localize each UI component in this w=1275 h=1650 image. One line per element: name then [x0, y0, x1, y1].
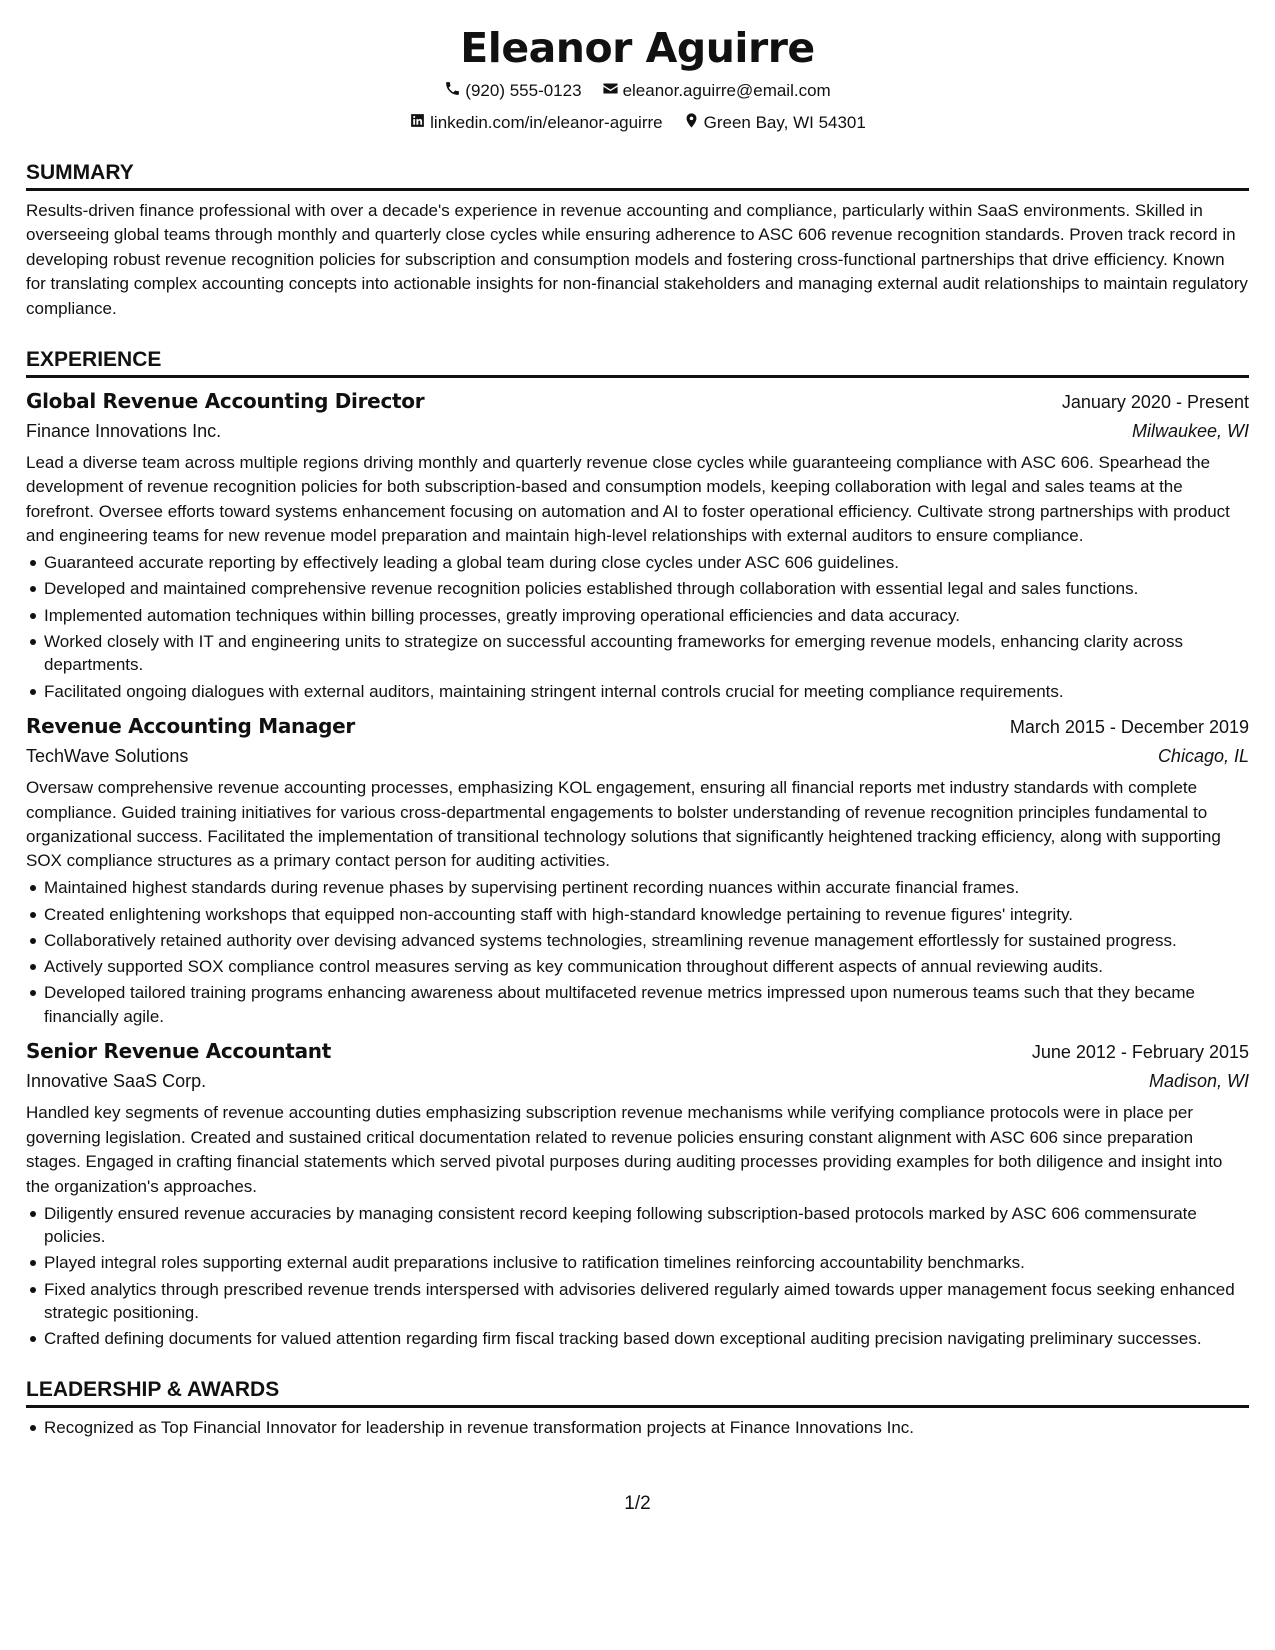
phone-contact — [444, 80, 581, 102]
candidate-name: Eleanor Aguirre — [460, 24, 815, 72]
phone-icon — [444, 80, 465, 102]
job-location: Madison, WI — [1148, 1071, 1249, 1092]
page-number: 1/2 — [624, 1493, 651, 1514]
email-address[interactable]: eleanor.aguirre@email.com — [622, 81, 831, 100]
resume-page — [26, 22, 1249, 1440]
list-item: Played integral roles supporting external audit preparations inclusive to ratification timelines reinforcing accountability benchmarks. — [44, 1251, 1249, 1275]
list-item: Crafted defining documents for valued attention regarding firm fiscal tracking based down exceptional auditing precision navigating preliminary successes. — [44, 1327, 1249, 1351]
job-bullets — [26, 1202, 1249, 1351]
list-item: Created enlightening workshops that equipped non-accounting staff with high-standard knowledge pertaining to revenue figures' integrity. — [44, 903, 1249, 927]
job-dates: March 2015 - December 2019 — [1009, 717, 1249, 738]
company-name: TechWave Solutions — [26, 746, 189, 767]
summary-text: Results-driven finance professional with over a decade's experience in revenue accounting and compliance, particularly within SaaS environments. Skilled in overseeing global teams through monthly and quarterly close cycles while ensuring adherence to ASC 606 revenue recognition standards. Proven track record in developing robust revenue recognition policies for subscription and consumption models and fostering cross-functional partnerships that drive efficiency. Known for translating complex accounting concepts into actionable insights for non-financial stakeholders and managing external audit relationships to maintain regulatory compliance. — [26, 201, 1248, 318]
experience-heading: EXPERIENCE — [26, 347, 1249, 378]
list-item: Collaboratively retained authority over devising advanced systems technologies, streamlining revenue management effortlessly for sustained progress. — [44, 929, 1249, 953]
list-item: Guaranteed accurate reporting by effectively leading a global team during close cycles under ASC 606 guidelines. — [44, 551, 1249, 575]
list-item: Maintained highest standards during revenue phases by supervising pertinent recording nuances within accurate financial frames. — [44, 876, 1249, 900]
list-item: Facilitated ongoing dialogues with external auditors, maintaining stringent internal controls crucial for meeting compliance requirements. — [44, 680, 1249, 704]
job-title: Global Revenue Accounting Director — [26, 389, 425, 414]
contact-row-secondary — [26, 112, 1249, 134]
list-item: Worked closely with IT and engineering units to strategize on successful accounting frameworks for emerging revenue models, enhancing clarity across departments. — [44, 630, 1249, 677]
list-item: Diligently ensured revenue accuracies by managing consistent record keeping following subscription-based protocols marked by ASC 606 commensurate policies. — [44, 1202, 1249, 1249]
summary-heading: SUMMARY — [26, 160, 1249, 191]
email-contact[interactable] — [602, 80, 831, 102]
list-item: Implemented automation techniques within billing processes, greatly improving operational efficiencies and data accuracy. — [44, 604, 1249, 628]
linkedin-url[interactable]: linkedin.com/in/eleanor-aguirre — [430, 113, 663, 132]
list-item: Recognized as Top Financial Innovator for leadership in revenue transformation projects at Finance Innovations Inc. — [44, 1416, 1249, 1440]
job-title: Senior Revenue Accountant — [26, 1039, 331, 1064]
leadership-heading: LEADERSHIP & AWARDS — [26, 1377, 1249, 1408]
job-dates: June 2012 - February 2015 — [1031, 1042, 1249, 1063]
linkedin-contact[interactable] — [409, 112, 662, 134]
envelope-icon — [602, 80, 623, 102]
job-description: Lead a diverse team across multiple regions driving monthly and quarterly revenue close cycles while guaranteeing compliance with ASC 606. Spearhead the development of revenue recognition policies for both subscription-based and consumption models, keeping collaboration with legal and sales teams at the forefront. Oversee efforts toward systems enhancement focusing on automation and AI to foster operational efficiency. Cultivate strong partnerships with product and engineering teams for new revenue model preparation and maintain high-level relationships with external auditors to ensure compliance. — [26, 453, 1230, 546]
job-bullets — [26, 876, 1249, 1028]
job-title: Revenue Accounting Manager — [26, 714, 355, 739]
job-bullets — [26, 551, 1249, 703]
list-item: Actively supported SOX compliance control measures serving as key communication throughout different aspects of annual reviewing audits. — [44, 955, 1249, 979]
map-pin-icon — [683, 112, 704, 134]
leadership-bullets — [26, 1416, 1249, 1440]
job-entry — [26, 711, 1249, 1028]
linkedin-icon — [409, 112, 430, 134]
contact-row-primary — [26, 80, 1249, 102]
phone-number: (920) 555-0123 — [465, 81, 582, 100]
job-dates: January 2020 - Present — [1061, 392, 1249, 413]
location-contact — [683, 112, 866, 134]
job-location: Chicago, IL — [1157, 746, 1249, 767]
list-item: Developed and maintained comprehensive revenue recognition policies established through collaboration with essential legal and sales functions. — [44, 577, 1249, 601]
company-name: Innovative SaaS Corp. — [26, 1071, 207, 1092]
job-description: Oversaw comprehensive revenue accounting processes, emphasizing KOL engagement, ensuring all financial reports met industry standards with complete compliance. Guided training initiatives for various cross-departmental engagements to bolster understanding of revenue recognition principles fundamental to organizational success. Facilitated the implementation of transitional technology solutions that significantly heightened tracking efficiency, along with supporting SOX compliance structures as a primary contact person for auditing activities. — [26, 778, 1221, 871]
list-item: Developed tailored training programs enhancing awareness about multifaceted revenue metrics impressed upon numerous teams such that they became financially agile. — [44, 981, 1249, 1028]
job-entry — [26, 386, 1249, 703]
job-description: Handled key segments of revenue accounting duties emphasizing subscription revenue mechanisms while verifying compliance protocols were in place per governing legislation. Created and sustained critical documentation related to revenue policies ensuring constant alignment with ASC 606 since preparation stages. Engaged in crafting financial statements which served pivotal purposes during auditing processes providing examples for both diligence and insight into the organization's approaches. — [26, 1103, 1223, 1196]
home-location: Green Bay, WI 54301 — [703, 113, 866, 132]
job-location: Milwaukee, WI — [1131, 421, 1249, 442]
job-entry — [26, 1036, 1249, 1351]
list-item: Fixed analytics through prescribed revenue trends interspersed with advisories delivered regularly aimed towards upper management focus seeking enhanced strategic positioning. — [44, 1278, 1249, 1325]
company-name: Finance Innovations Inc. — [26, 421, 222, 442]
